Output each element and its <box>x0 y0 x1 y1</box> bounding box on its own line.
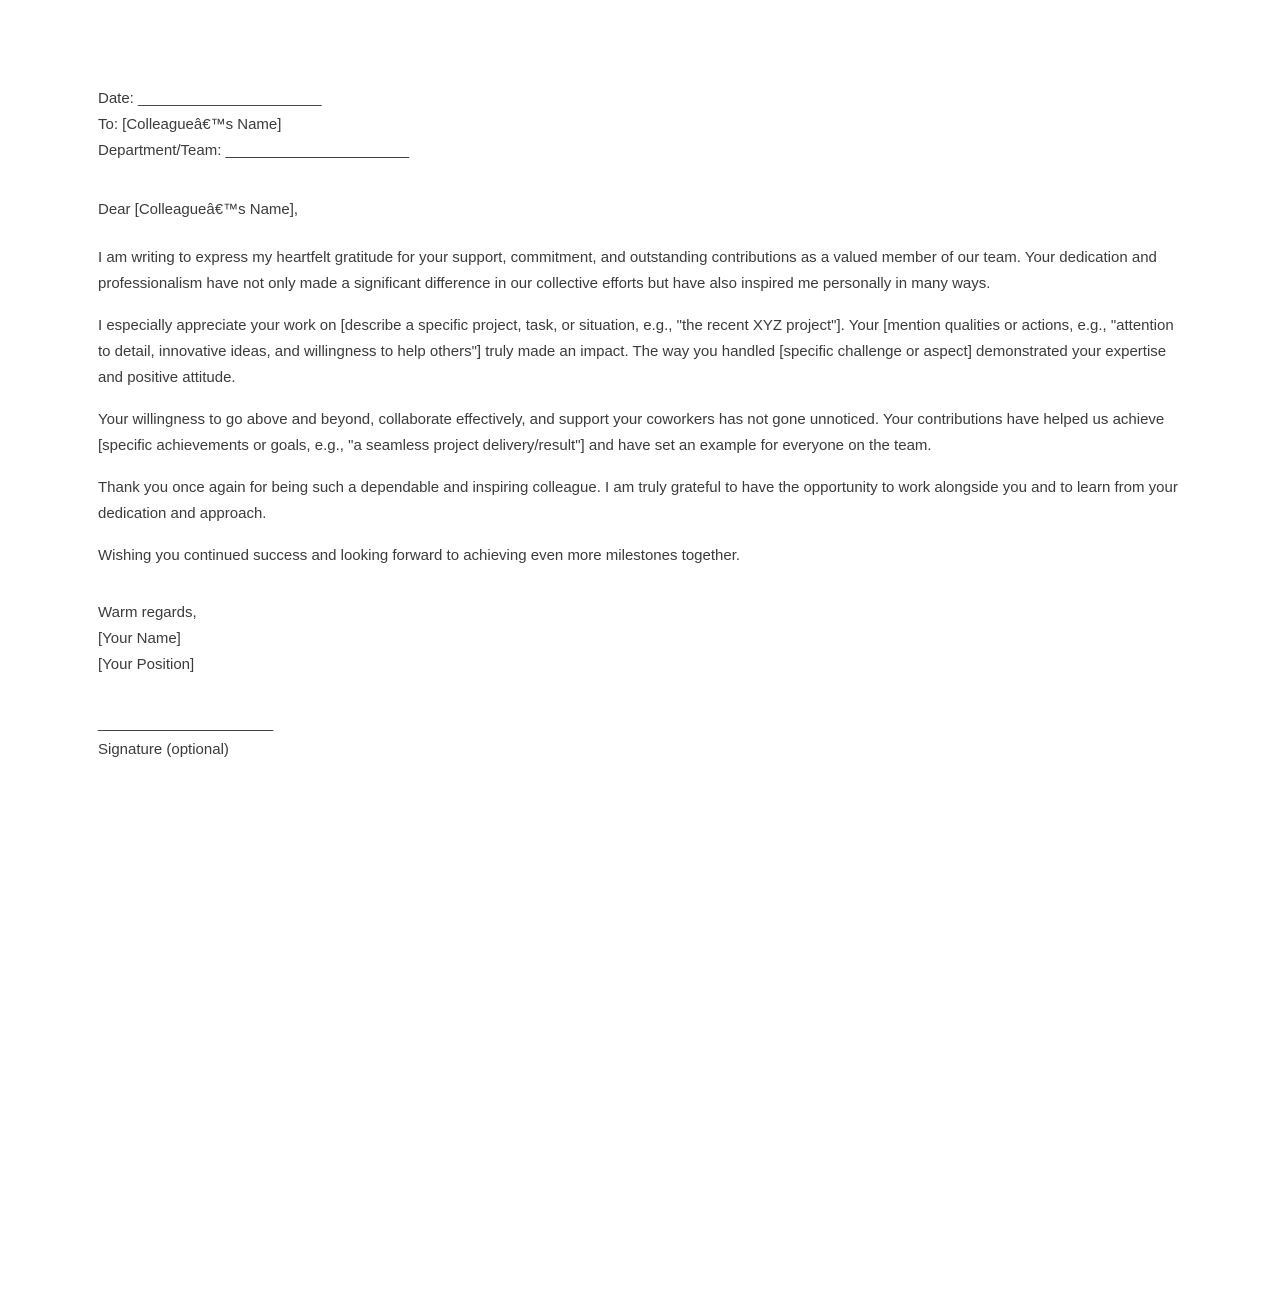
signature-block <box>98 711 1182 763</box>
closing-position: [Your Position] <box>98 656 195 673</box>
paragraph-specific-work: I especially appreciate your work on [describe a specific project, task, or situation, e.g., "the recent XYZ project"]. Your [mention qualities or actions, e.g., "attention to detail, innovative ideas, and willingness to help others"] truly made an impact. The way you handled [specific challenge or aspect] demonstrated your expertise and positive attitude. <box>98 317 1174 386</box>
paragraph-gratitude: I am writing to express my heartfelt gratitude for your support, commitment, and outstanding contributions as a valued member of our team. Your dedication and professionalism have not only made a significant difference in our collective efforts but have also inspired me personally in many ways. <box>98 249 1157 292</box>
letter-header-block <box>98 86 1182 164</box>
salutation: Dear [Colleagueâ€™s Name], <box>98 201 299 218</box>
to-line: To: [Colleagueâ€™s Name] <box>98 116 282 133</box>
signature-line: _____________________ <box>98 715 274 732</box>
paragraph-thanks: Thank you once again for being such a dependable and inspiring colleague. I am truly grateful to have the opportunity to work alongside you and to learn from your dedication and approach. <box>98 479 1178 522</box>
department-line: Department/Team: ______________________ <box>98 142 410 159</box>
closing-name: [Your Name] <box>98 630 181 647</box>
closing-block <box>98 600 1182 678</box>
date-line: Date: ______________________ <box>98 90 322 107</box>
paragraph-wishes: Wishing you continued success and looking forward to achieving even more milestones together. <box>98 547 741 564</box>
signature-label: Signature (optional) <box>98 741 229 758</box>
paragraph-contributions: Your willingness to go above and beyond, collaborate effectively, and support your coworkers has not gone unnoticed. Your contributions have helped us achieve [specific achievements or goals, e.g., "a seamless project delivery/result"] and have set an example for everyone on the team. <box>98 411 1165 454</box>
closing-regards: Warm regards, <box>98 604 197 621</box>
